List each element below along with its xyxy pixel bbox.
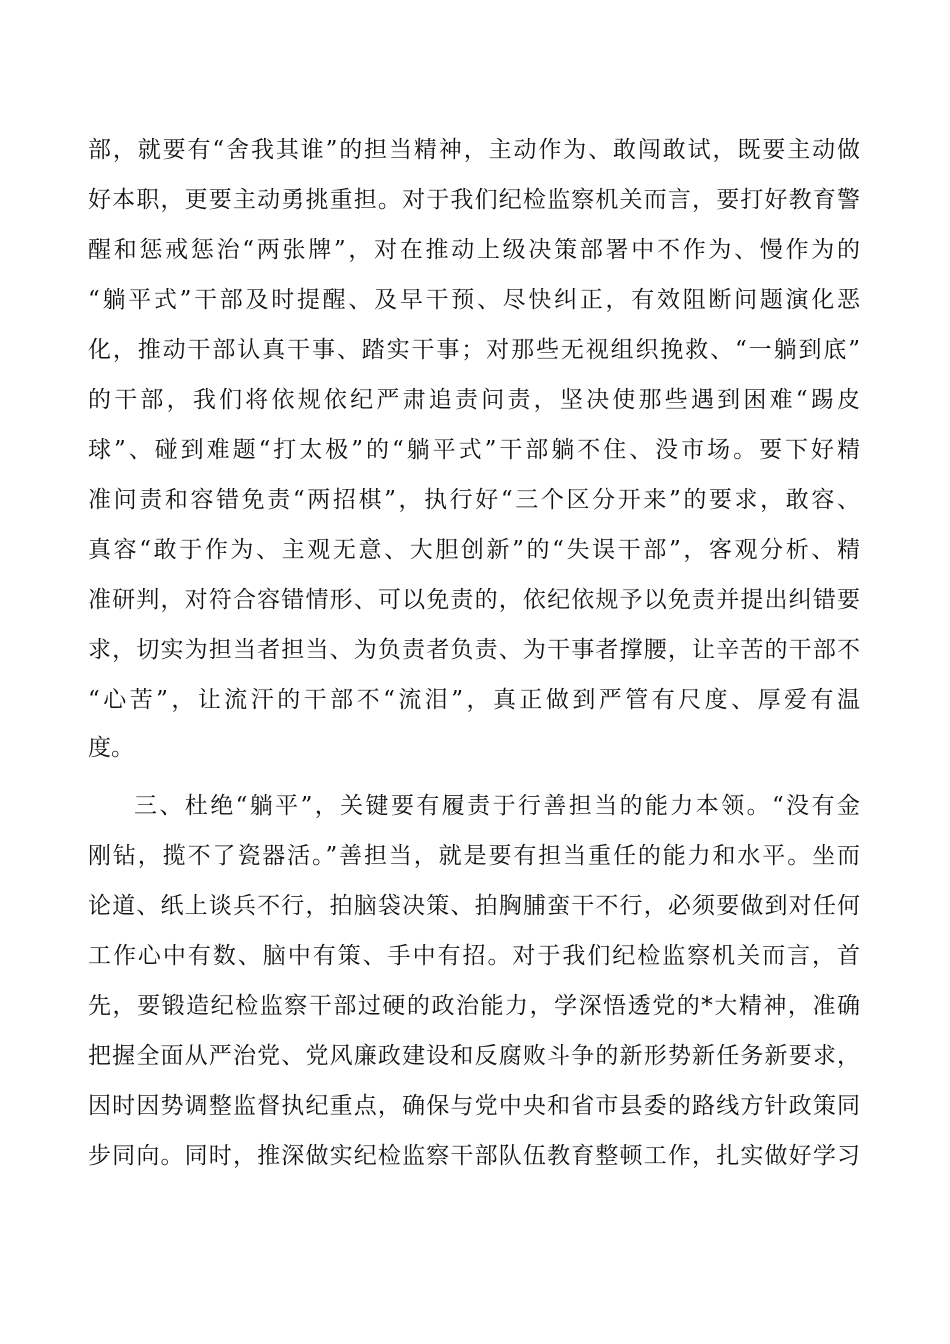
paragraph-first-line: 三、杜绝“躺平”，关键要有履责于行善担当的能力本领。“没有金 <box>134 793 860 819</box>
text-line: 步同向。同时，推深做实纪检监察干部队伍教育整顿工作，扎实做好学习 <box>88 1143 860 1169</box>
text-line: 先，要锻造纪检监察干部过硬的政治能力，学深悟透党的*大精神，准确 <box>88 993 860 1019</box>
text-line: 醒和惩戒惩治“两张牌”，对在推动上级决策部署中不作为、慢作为的 <box>88 237 860 263</box>
text-line: 工作心中有数、脑中有策、手中有招。对于我们纪检监察机关而言，首 <box>88 943 860 969</box>
text-line: 求，切实为担当者担当、为负责者负责、为干事者撑腰，让辛苦的干部不 <box>88 637 860 663</box>
text-line: 的干部，我们将依规依纪严肃追责问责，坚决使那些遇到困难“踢皮 <box>88 387 860 413</box>
text-line: 准研判，对符合容错情形、可以免责的，依纪依规予以免责并提出纠错要 <box>88 587 860 613</box>
text-line: 度。 <box>88 735 134 761</box>
text-line: “心苦”，让流汗的干部不“流泪”，真正做到严管有尺度、厚爱有温 <box>88 687 860 713</box>
text-line: 因时因势调整监督执纪重点，确保与党中央和省市县委的路线方针政策同 <box>88 1093 860 1119</box>
text-line: 论道、纸上谈兵不行，拍脑袋决策、拍胸脯蛮干不行，必须要做到对任何 <box>88 893 860 919</box>
text-line: 真容“敢于作为、主观无意、大胆创新”的“失误干部”，客观分析、精 <box>88 537 860 563</box>
text-line: “躺平式”干部及时提醒、及早干预、尽快纠正，有效阻断问题演化恶 <box>88 287 860 313</box>
text-line: 刚钻，揽不了瓷器活。”善担当，就是要有担当重任的能力和水平。坐而 <box>88 843 860 869</box>
text-line: 部，就要有“舍我其谁”的担当精神，主动作为、敢闯敢试，既要主动做 <box>88 137 860 163</box>
text-line: 把握全面从严治党、党风廉政建设和反腐败斗争的新形势新任务新要求， <box>88 1043 860 1069</box>
text-line: 球”、碰到难题“打太极”的“躺平式”干部躺不住、没市场。要下好精 <box>88 437 860 463</box>
text-line: 准问责和容错免责“两招棋”，执行好“三个区分开来”的要求，敢容、 <box>88 487 860 513</box>
text-line: 化，推动干部认真干事、踏实干事；对那些无视组织挽救、“一躺到底” <box>88 337 860 363</box>
text-line: 好本职，更要主动勇挑重担。对于我们纪检监察机关而言，要打好教育警 <box>88 187 860 213</box>
